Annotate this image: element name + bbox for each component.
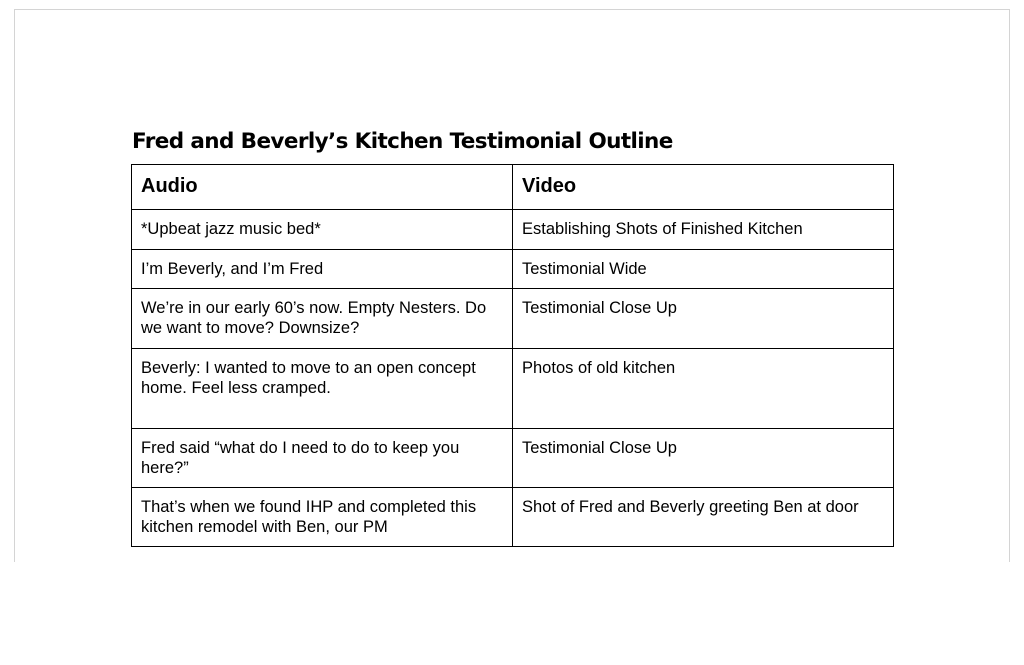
audio-cell: Fred said “what do I need to do to keep you here?” [132, 429, 513, 488]
video-cell: Testimonial Close Up [513, 289, 894, 349]
video-cell: Establishing Shots of Finished Kitchen [513, 210, 894, 250]
table-row [132, 429, 894, 488]
video-cell: Photos of old kitchen [513, 349, 894, 429]
table-row [132, 349, 894, 429]
audio-cell: Beverly: I wanted to move to an open concept home. Feel less cramped. [132, 349, 513, 429]
audio-cell: We’re in our early 60’s now. Empty Nesters. Do we want to move? Downsize? [132, 289, 513, 349]
document-title: Fred and Beverly’s Kitchen Testimonial Outline [132, 129, 673, 154]
outline-table [131, 164, 894, 547]
table-row [132, 210, 894, 250]
audio-cell: I’m Beverly, and I’m Fred [132, 250, 513, 289]
table-row [132, 488, 894, 547]
table-row [132, 250, 894, 289]
video-cell: Testimonial Wide [513, 250, 894, 289]
table-header-row [132, 165, 894, 210]
audio-cell: That’s when we found IHP and completed this kitchen remodel with Ben, our PM [132, 488, 513, 547]
video-cell: Testimonial Close Up [513, 429, 894, 488]
audio-cell: *Upbeat jazz music bed* [132, 210, 513, 250]
table-row [132, 289, 894, 349]
video-cell: Shot of Fred and Beverly greeting Ben at door [513, 488, 894, 547]
column-header-video: Video [513, 165, 894, 210]
column-header-audio: Audio [132, 165, 513, 210]
